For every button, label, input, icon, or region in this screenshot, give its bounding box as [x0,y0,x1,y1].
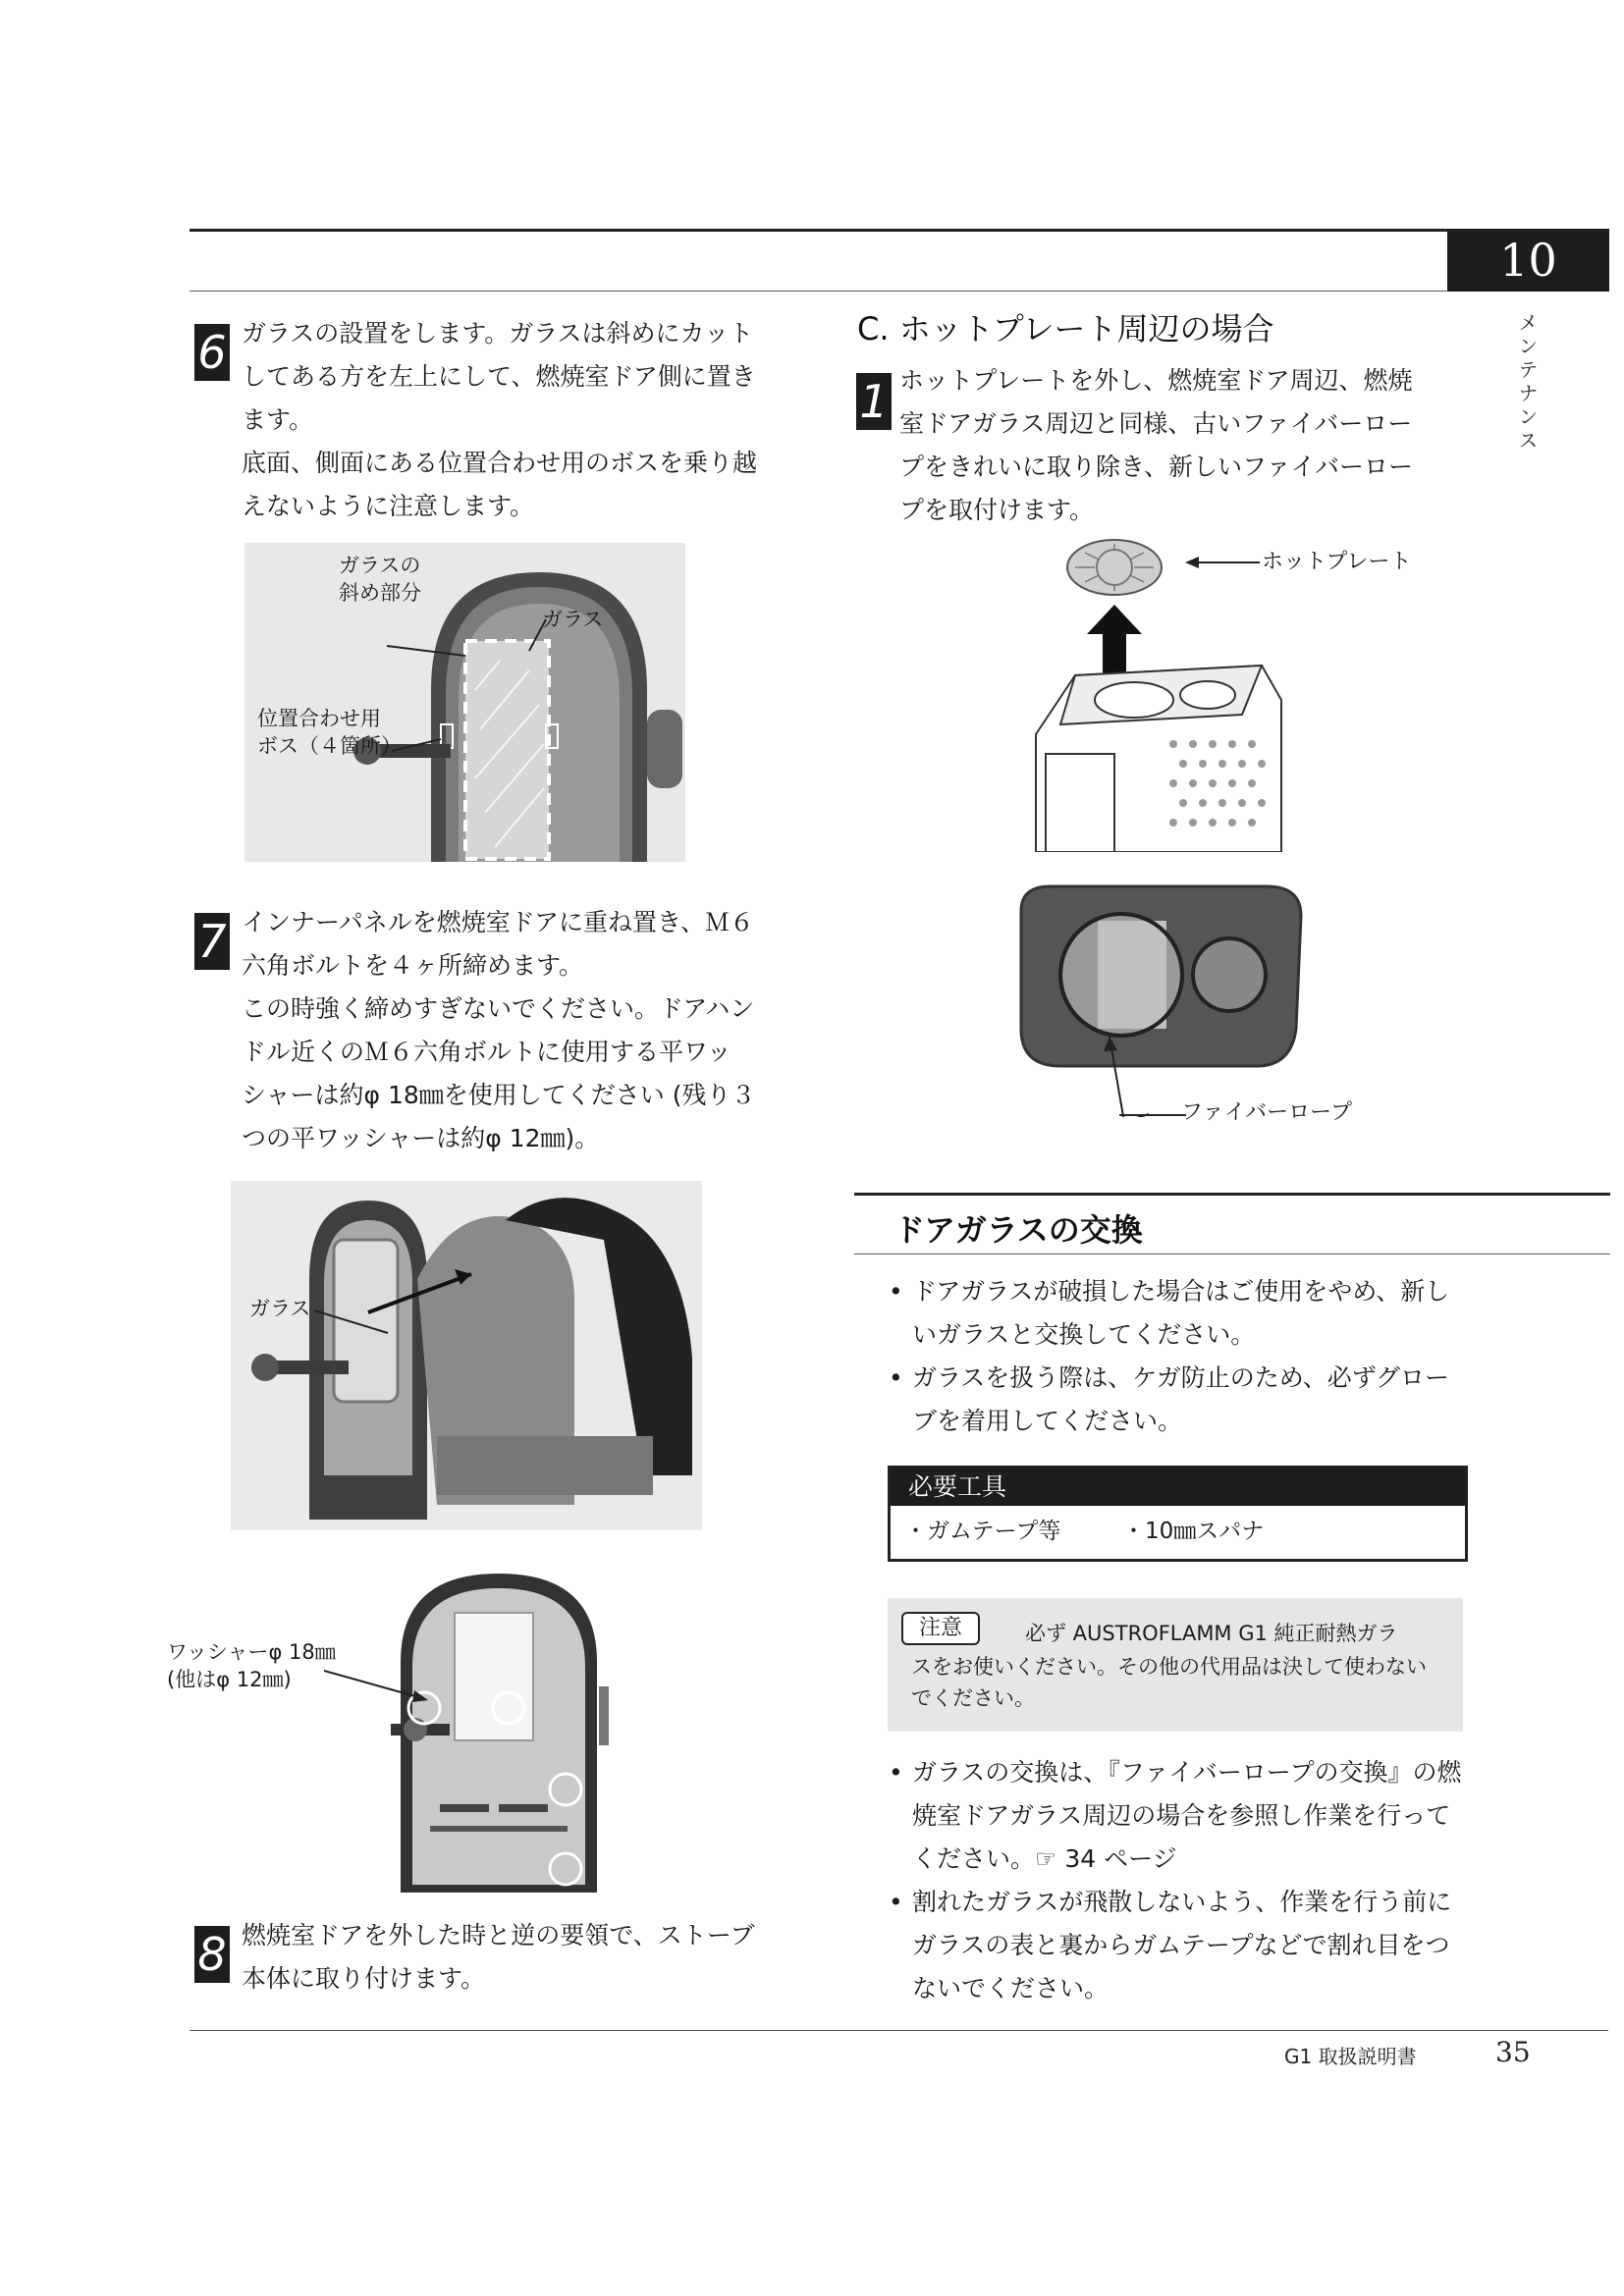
section-c-line: プを取付けます。 [899,496,1095,524]
callout-glass: ガラス [542,608,604,631]
bullet-line: いガラスと交換してください。 [912,1320,1256,1349]
washer-illustration [391,1569,609,1900]
tools-heading: 必要工具 [891,1468,1465,1506]
step-7-line: ドル近くのＭ６六角ボルトに使用する平ワッ [242,1038,731,1066]
caution-line-2: スをお使いください。その他の代用品は決して使わない [911,1655,1427,1679]
rope-leader [1119,1113,1188,1129]
step-6-line: 底面、側面にある位置合わせ用のボスを乗り越 [242,449,758,477]
callout-fiber-rope: ファイバーロープ [1181,1100,1353,1125]
section-c-step-1-text [899,359,1449,532]
step-6-line: ガラスの設置をします。ガラスは斜めにカット [242,319,754,347]
bullet-item [889,1270,1488,1357]
photo-inner-panel [231,1181,702,1530]
bullet-line: • ガラスを扱う際は、ケガ防止のため、必ずグロー [912,1363,1450,1392]
callout-line: ボス（４箇所） [257,734,402,758]
callout-boss [257,705,414,760]
step-7-line: シャーは約φ 18㎜を使用してください (残り３ [242,1081,756,1109]
step-6-line: ます。 [242,405,314,434]
footer-doc-title: G1 取扱説明書 [1284,2045,1417,2068]
section-c-line: 室ドアガラス周辺と同様、古いファイバーロー [899,409,1413,438]
section-c-line: ホットプレートを外し、燃焼室ドア周辺、燃焼 [899,366,1413,395]
step-8-line: 燃焼室ドアを外した時と逆の要領で、ストーブ [242,1921,755,1949]
callout-line: 斜め部分 [339,581,421,605]
step-7-line: この時強く締めすぎないでください。ドアハン [242,994,755,1023]
chapter-number: 10 [1447,229,1609,292]
bullet-line: • ガラスの交換は、『ファイバーロープの交換』の燃 [912,1758,1462,1787]
side-tab-label: メンテナンス [1515,312,1539,454]
callout-glass-slope [339,552,457,607]
header-rule [189,229,1447,232]
door-glass-illustration [244,543,685,862]
callout-line: (他はφ 12㎜) [167,1668,292,1691]
step-8-number: 8 [194,1926,230,1983]
step-6-text [242,312,791,528]
tool-item: ・10㎜スパナ [1122,1519,1265,1544]
step-8-line: 本体に取り付けます。 [242,1964,486,1993]
callout-line: ガラスの [339,554,421,577]
bullet-item [889,1751,1497,1881]
callout-hotplate: ホットプレート [1262,550,1412,574]
callout-line: ワッシャーφ 18㎜ [167,1640,336,1664]
hotplate-leader [1183,553,1262,572]
caution-line-3: でください。 [911,1686,1035,1710]
header-rule-thin [189,291,1447,292]
step-6-line: してある方を左上にして、燃焼室ドア側に置き [242,362,756,391]
glass-section-rule [854,1193,1610,1196]
step-7-text [242,901,791,1160]
photo-washers [391,1569,609,1900]
callout-line: 位置合わせ用 [257,707,381,730]
stove-hotplate-illustration [1016,538,1291,852]
inner-panel-illustration [231,1181,702,1530]
step-7-line: つの平ワッシャーは約φ 12㎜)。 [242,1124,600,1152]
glass-section-rule-thin [854,1254,1610,1255]
washer-leader [324,1667,432,1706]
step-6-number: 6 [194,324,230,381]
section-c-step-1-number: 1 [856,373,892,430]
photo-door-glass [244,543,685,862]
tools-box [888,1466,1468,1562]
caution-line-1: 必ず AUSTROFLAMM G1 純正耐熱ガラ [1025,1622,1398,1645]
glass-bullets-bottom [889,1751,1497,2010]
footer-rule [189,2030,1608,2031]
bullet-line: ガラスの表と裏からガムテープなどで割れ目をつ [912,1931,1450,1959]
bullet-line: ないでください。 [912,1974,1110,2002]
step-8-text [242,1914,791,2001]
step-6-line: えないように注意します。 [242,492,535,520]
page-number: 35 [1495,2036,1531,2068]
bullet-item [889,1357,1488,1443]
caution-box [888,1598,1463,1732]
bullet-item [889,1881,1497,2010]
glass-section-title: ドアガラスの交換 [893,1211,1143,1249]
section-c-line: プをきれいに取り除き、新しいファイバーロー [899,453,1414,481]
bullet-line: • 割れたガラスが飛散しないよう、作業を行う前に [912,1888,1452,1916]
callout-glass-2: ガラス [249,1297,311,1320]
tools-list [891,1506,1465,1557]
step-7-line: インナーパネルを燃焼室ドアに重ね置き、Ｍ６ [242,908,755,936]
step-7-line: 六角ボルトを４ヶ所締めます。 [242,951,584,980]
step-7-number: 7 [194,913,230,970]
bullet-line: ください。☞ 34 ページ [912,1844,1177,1873]
bullet-line: ブを着用してください。 [912,1407,1183,1435]
top-plate-illustration [1011,881,1306,1117]
tool-item: ・ガムテープ等 [904,1519,1061,1544]
section-c-title: C. ホットプレート周辺の場合 [857,310,1274,347]
caution-badge: 注意 [901,1612,980,1645]
bullet-line: • ドアガラスが破損した場合はご使用をやめ、新し [912,1277,1450,1306]
bullet-line: 焼室ドアガラス周辺の場合を参照し作業を行って [912,1801,1451,1830]
glass-bullets-top [889,1270,1488,1443]
